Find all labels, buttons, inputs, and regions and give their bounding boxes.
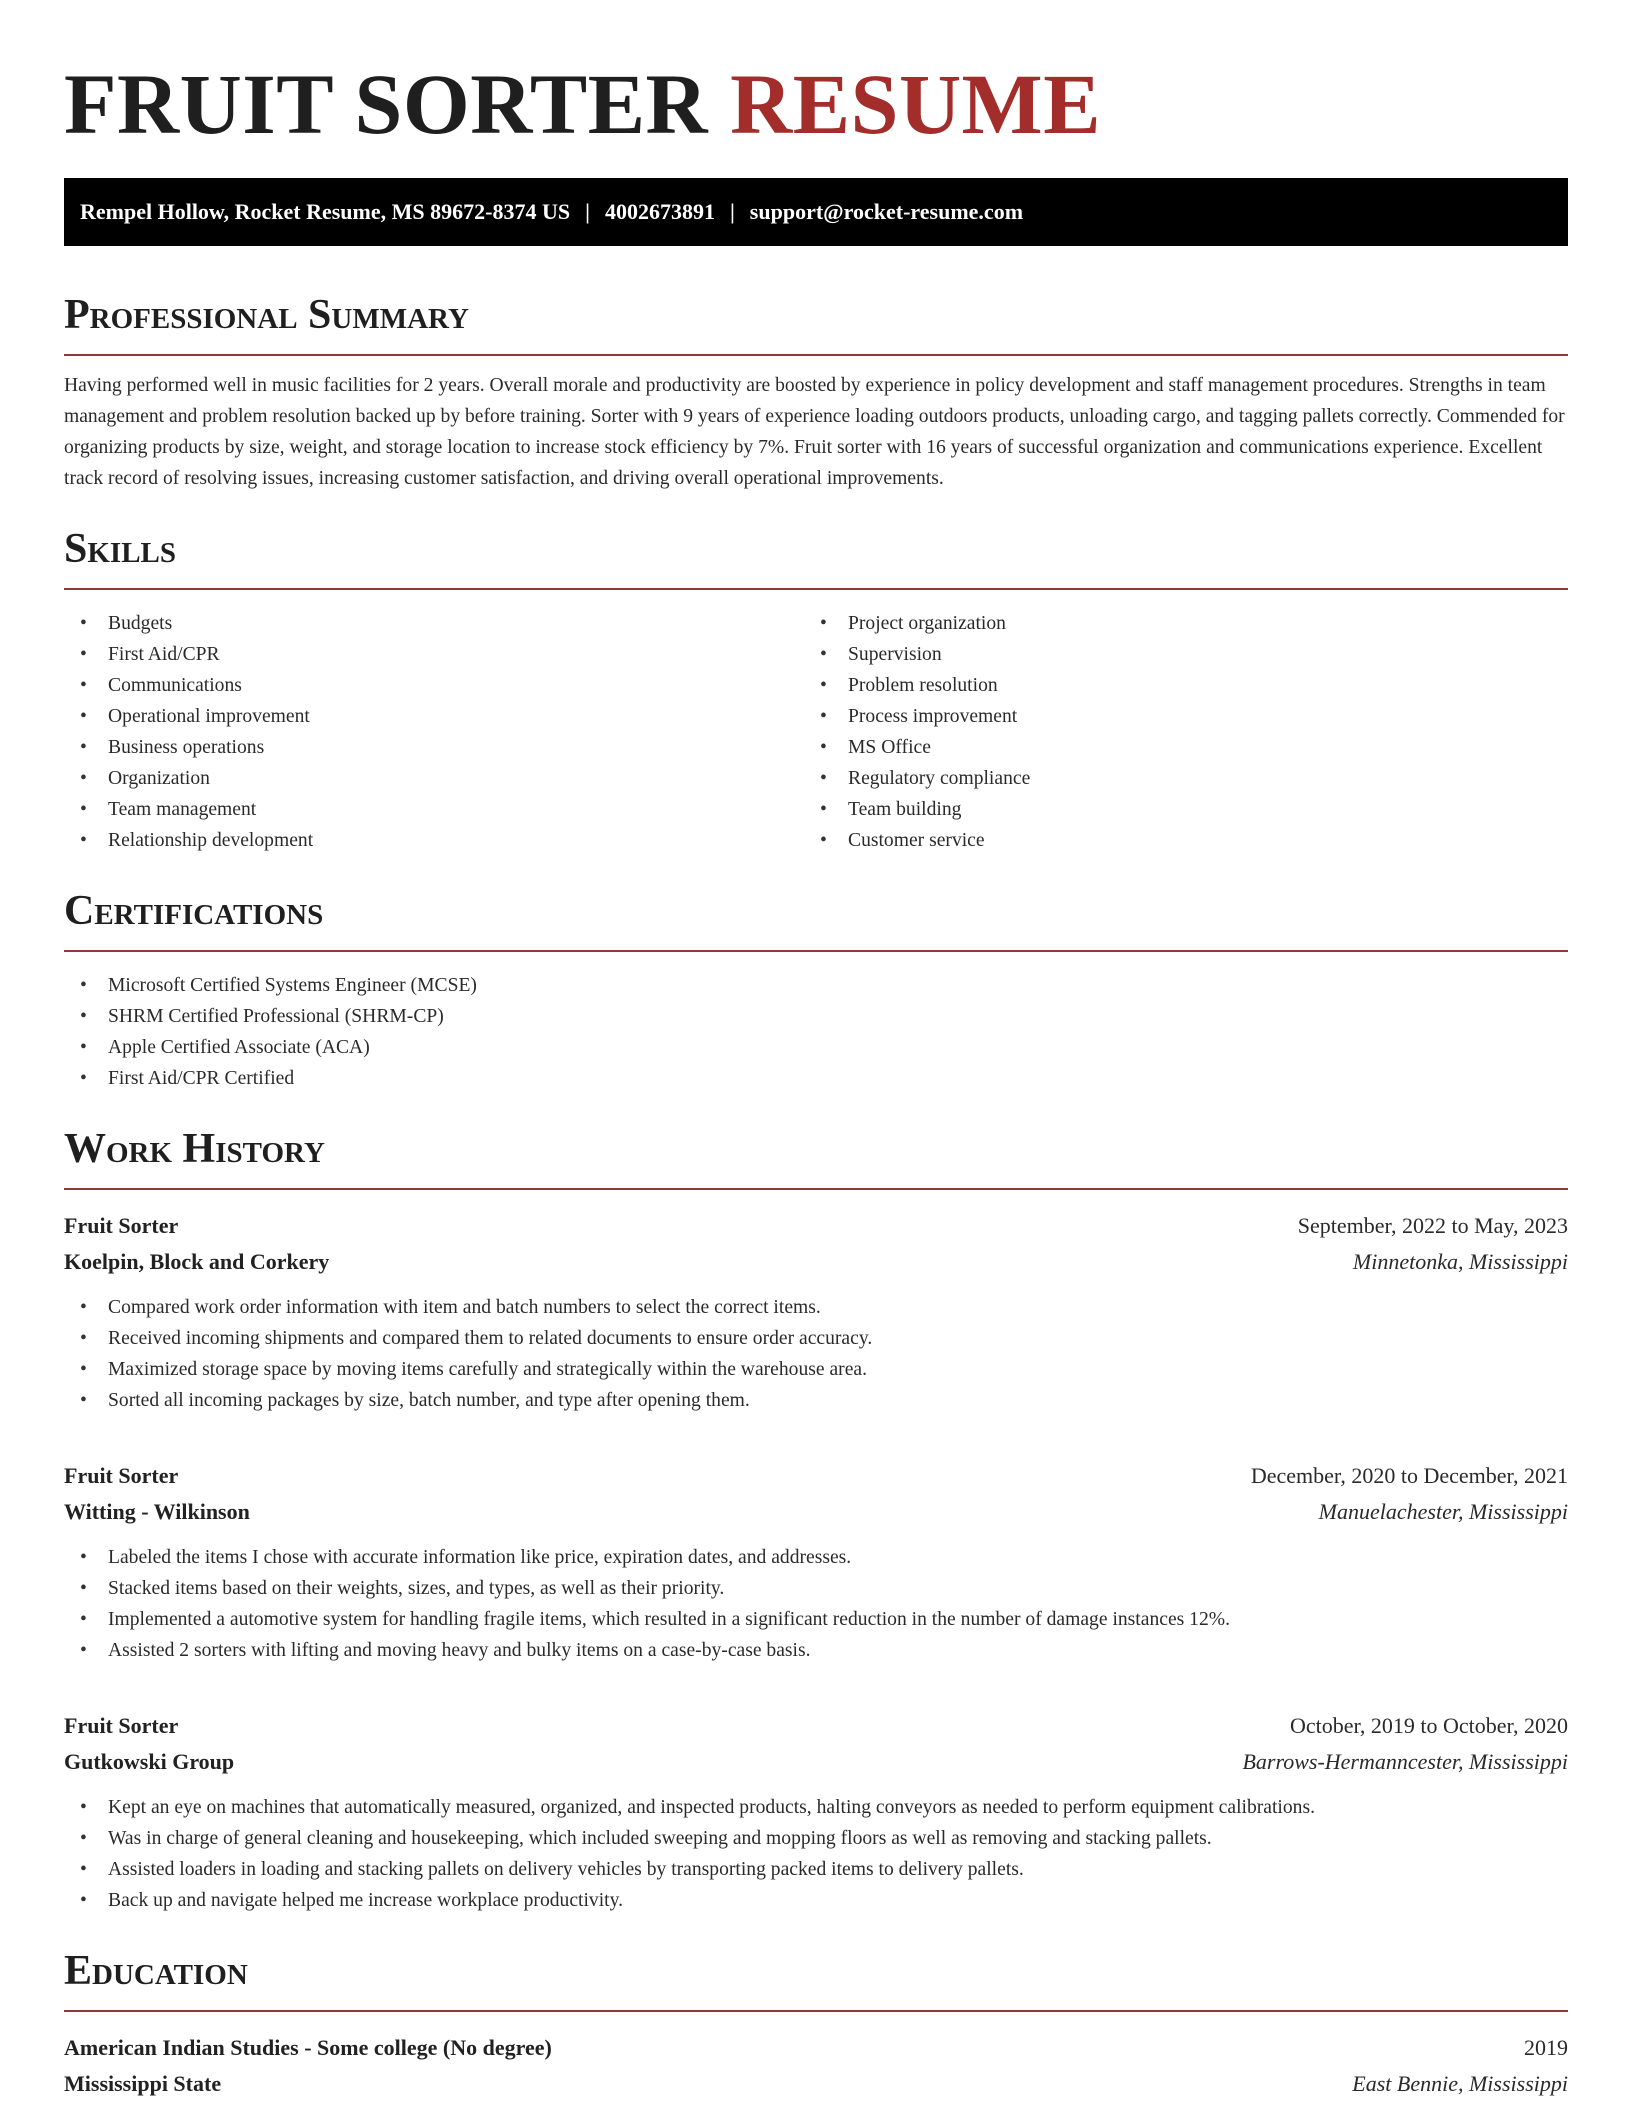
professional-summary-section (64, 290, 1568, 494)
contact-email: support@rocket-resume.com (749, 199, 1024, 224)
certification-item: • SHRM Certified Professional (SHRM-CP) (64, 1001, 1568, 1032)
skill-item: • Problem resolution (804, 670, 1544, 701)
skill-item: • Team building (804, 794, 1544, 825)
skill-item: • Customer service (804, 825, 1544, 856)
section-heading: Work History (64, 1124, 1568, 1190)
education-school: Mississippi State (64, 2071, 222, 2096)
contact-separator: | (729, 199, 735, 224)
work-history-section (64, 1124, 1568, 1916)
certifications-list (64, 970, 1568, 1094)
education-location: East Bennie, Mississippi (1352, 2071, 1568, 2096)
skill-item: • Team management (64, 794, 804, 825)
job-bullet: • Labeled the items I chose with accurate information like price, expiration dates, and addresses. (64, 1542, 1568, 1573)
section-heading: Certifications (64, 886, 1568, 952)
skill-item: • Operational improvement (64, 701, 804, 732)
job-role: Fruit Sorter (64, 1463, 179, 1488)
skills-list-right (804, 608, 1544, 856)
education-year: 2019 (1524, 2035, 1568, 2060)
skill-item: • Relationship development (64, 825, 804, 856)
education-degree: American Indian Studies - Some college (No degree) (64, 2035, 552, 2060)
job-bullets (64, 1292, 1568, 1416)
skill-item: • Project organization (804, 608, 1544, 639)
contact-separator: | (585, 199, 590, 224)
job-bullets (64, 1542, 1568, 1666)
section-heading: Skills (64, 524, 1568, 590)
contact-bar (64, 178, 1568, 246)
job-location: Minnetonka, Mississippi (1352, 1249, 1568, 1274)
job-entry (64, 1708, 1568, 1916)
skill-item: • MS Office (804, 732, 1544, 763)
skills-list-left (64, 608, 804, 856)
skills-section (64, 524, 1568, 856)
job-dates: December, 2020 to December, 2021 (1250, 1463, 1568, 1488)
skill-item: • First Aid/CPR (64, 639, 804, 670)
job-dates: September, 2022 to May, 2023 (1297, 1213, 1568, 1238)
contact-phone: 4002673891 (604, 199, 715, 224)
certification-item: • Apple Certified Associate (ACA) (64, 1032, 1568, 1063)
resume-page (64, 0, 1568, 2102)
job-role: Fruit Sorter (64, 1213, 179, 1238)
job-company: Gutkowski Group (64, 1749, 235, 1774)
title-main: FRUIT SORTER (64, 56, 731, 152)
job-bullets (64, 1792, 1568, 1916)
contact-address: Rempel Hollow, Rocket Resume, MS 89672-8374 US (80, 199, 571, 224)
skill-item: • Budgets (64, 608, 804, 639)
job-bullet: • Was in charge of general cleaning and housekeeping, which included sweeping and mopping floors as well as removing and stacking pallets. (64, 1823, 1568, 1854)
certification-item: • First Aid/CPR Certified (64, 1063, 1568, 1094)
job-bullet: • Received incoming shipments and compared them to related documents to ensure order accuracy. (64, 1323, 1568, 1354)
certification-item: • Microsoft Certified Systems Engineer (MCSE) (64, 970, 1568, 1001)
certifications-section (64, 886, 1568, 1094)
job-bullet: • Compared work order information with item and batch numbers to select the correct items. (64, 1292, 1568, 1323)
title-accent: RESUME (730, 56, 1102, 152)
skill-item: • Communications (64, 670, 804, 701)
job-entry (64, 1208, 1568, 1416)
job-bullet: • Maximized storage space by moving items carefully and strategically within the warehouse area. (64, 1354, 1568, 1385)
education-section (64, 1946, 1568, 2102)
skills-grid (64, 608, 1568, 856)
job-role: Fruit Sorter (64, 1713, 179, 1738)
job-company: Koelpin, Block and Corkery (64, 1249, 330, 1274)
skill-item: • Business operations (64, 732, 804, 763)
section-heading: Professional Summary (64, 290, 1568, 356)
job-dates: October, 2019 to October, 2020 (1289, 1713, 1568, 1738)
job-location: Manuelachester, Mississippi (1318, 1499, 1568, 1524)
education-entry (64, 2030, 1568, 2102)
skill-item: • Process improvement (804, 701, 1544, 732)
job-bullet: • Kept an eye on machines that automatically measured, organized, and inspected products, halting conveyors as needed to perform equipment calibrations. (64, 1792, 1568, 1823)
summary-text: Having performed well in music facilities for 2 years. Overall morale and productivity are boosted by experience in policy development and staff management procedures. Strengths in team management and problem resolution backed up by before training. Sorter with 9 years of experience loading outdoors products, unloading cargo, and tagging pallets correctly. Commended for organizing products by size, weight, and storage location to increase stock efficiency by 7%. Fruit sorter with 16 years of successful organization and communications experience. Excellent track record of resolving issues, increasing customer satisfaction, and driving overall operational improvements. (64, 375, 1565, 489)
job-bullet: • Assisted 2 sorters with lifting and moving heavy and bulky items on a case-by-case basis. (64, 1635, 1568, 1666)
resume-title (64, 56, 1568, 152)
job-entry (64, 1458, 1568, 1666)
job-location: Barrows-Hermanncester, Mississippi (1242, 1749, 1568, 1774)
skill-item: • Organization (64, 763, 804, 794)
job-bullet: • Sorted all incoming packages by size, batch number, and type after opening them. (64, 1385, 1568, 1416)
skill-item: • Supervision (804, 639, 1544, 670)
job-bullet: • Back up and navigate helped me increase workplace productivity. (64, 1885, 1568, 1916)
job-bullet: • Implemented a automotive system for handling fragile items, which resulted in a significant reduction in the number of damage instances 12%. (64, 1604, 1568, 1635)
job-company: Witting - Wilkinson (64, 1499, 250, 1524)
skill-item: • Regulatory compliance (804, 763, 1544, 794)
job-bullet: • Assisted loaders in loading and stacking pallets on delivery vehicles by transporting packed items to delivery pallets. (64, 1854, 1568, 1885)
section-heading: Education (64, 1946, 1568, 2012)
job-bullet: • Stacked items based on their weights, sizes, and types, as well as their priority. (64, 1573, 1568, 1604)
